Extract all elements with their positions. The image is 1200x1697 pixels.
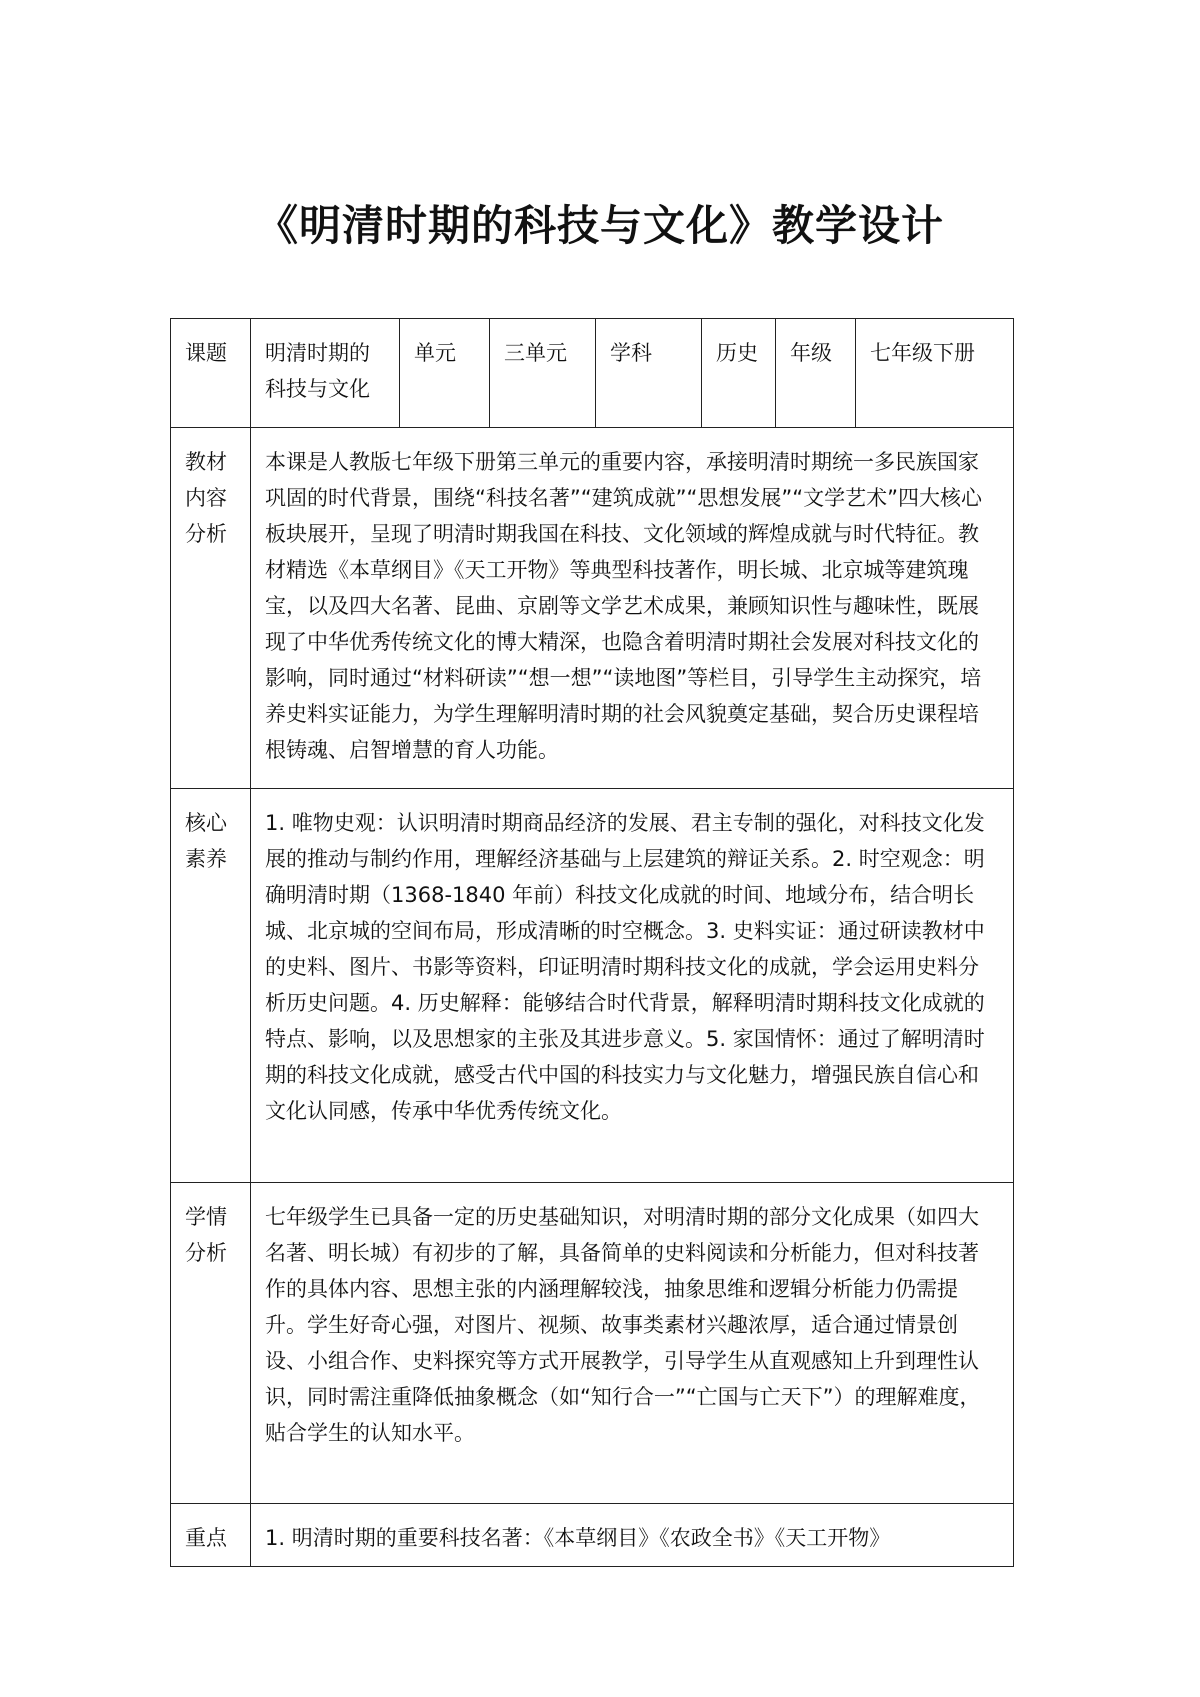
topic-label: 课题 <box>171 319 251 428</box>
grade-value: 七年级下册 <box>856 319 1014 428</box>
document-title: 《明清时期的科技与文化》教学设计 <box>255 201 944 250</box>
section-row-key-points <box>171 1504 1014 1567</box>
unit-value: 三单元 <box>490 319 596 428</box>
unit-label: 单元 <box>400 319 490 428</box>
section-row-student-analysis <box>171 1183 1014 1504</box>
subject-value: 历史 <box>702 319 776 428</box>
section-row-core-literacy <box>171 789 1014 1183</box>
section-label: 学情分析 <box>171 1183 251 1504</box>
section-content: 1. 明清时期的重要科技名著：《本草纲目》《农政全书》《天工开物》 <box>251 1504 1014 1567</box>
section-label: 重点 <box>171 1504 251 1567</box>
section-content: 1. 唯物史观：认识明清时期商品经济的发展、君主专制的强化，对科技文化发展的推动与制约作用，理解经济基础与上层建筑的辩证关系。2. 时空观念：明确明清时期（1368-1840 年前）科技文化成就的时间、地域分布，结合明长城、北京城的空间布局，形成清晰的时空概念。3. 史料实证：通过研读教材中的史料、图片、书影等资料，印证明清时期科技文化的成就，学会运用史料分析历史问题。4. 历史解释：能够结合时代背景，解释明清时期科技文化成就的特点、影响，以及思想家的主张及其进步意义。5. 家国情怀：通过了解明清时期的科技文化成就，感受古代中国的科技实力与文化魅力，增强民族自信心和文化认同感，传承中华优秀传统文化。 <box>251 789 1014 1183</box>
topic-value: 明清时期的科技与文化 <box>251 319 400 428</box>
section-row-textbook-analysis <box>171 428 1014 789</box>
section-label: 教材内容分析 <box>171 428 251 789</box>
section-label: 核心素养 <box>171 789 251 1183</box>
header-row <box>171 319 1014 428</box>
section-content: 七年级学生已具备一定的历史基础知识，对明清时期的部分文化成果（如四大名著、明长城）有初步的了解，具备简单的史料阅读和分析能力，但对科技著作的具体内容、思想主张的内涵理解较浅，抽象思维和逻辑分析能力仍需提升。学生好奇心强，对图片、视频、故事类素材兴趣浓厚，适合通过情景创设、小组合作、史料探究等方式开展教学，引导学生从直观感知上升到理性认识，同时需注重降低抽象概念（如“知行合一”“亡国与亡天下”）的理解难度，贴合学生的认知水平。 <box>251 1183 1014 1504</box>
grade-label: 年级 <box>776 319 856 428</box>
lesson-plan-table <box>170 318 1014 1567</box>
subject-label: 学科 <box>596 319 702 428</box>
section-content: 本课是人教版七年级下册第三单元的重要内容，承接明清时期统一多民族国家巩固的时代背景，围绕“科技名著”“建筑成就”“思想发展”“文学艺术”四大核心板块展开，呈现了明清时期我国在科技、文化领域的辉煌成就与时代特征。教材精选《本草纲目》《天工开物》等典型科技著作，明长城、北京城等建筑瑰宝，以及四大名著、昆曲、京剧等文学艺术成果，兼顾知识性与趣味性，既展现了中华优秀传统文化的博大精深，也隐含着明清时期社会发展对科技文化的影响，同时通过“材料研读”“想一想”“读地图”等栏目，引导学生主动探究，培养史料实证能力，为学生理解明清时期的社会风貌奠定基础，契合历史课程培根铸魂、启智增慧的育人功能。 <box>251 428 1014 789</box>
